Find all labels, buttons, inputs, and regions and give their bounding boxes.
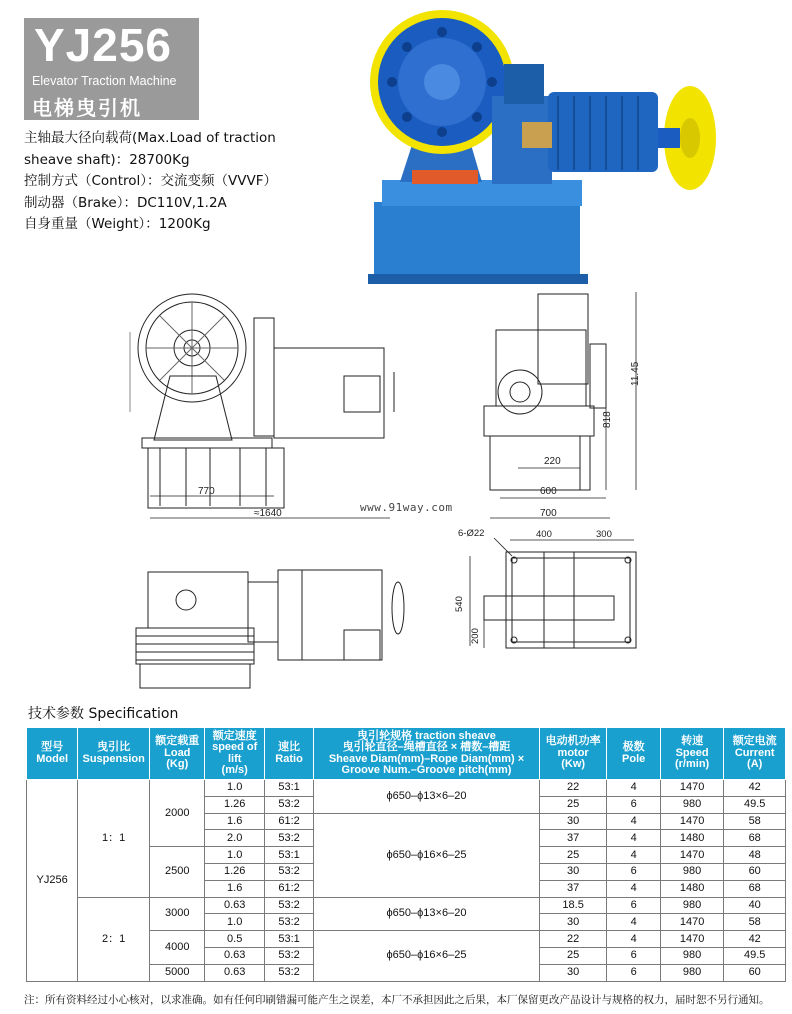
cell-motor: 22	[539, 780, 607, 797]
cell-ratio: 53:2	[264, 914, 313, 931]
cell-sheave: ϕ650–ϕ16×6–25	[314, 931, 540, 981]
header-speed: 额定速度 speed of lift (m/s)	[205, 728, 264, 780]
cell-rpm: 1470	[660, 847, 724, 864]
spec-table	[26, 727, 786, 982]
cell-pole: 4	[607, 780, 660, 797]
cell-current: 49.5	[724, 947, 786, 964]
top-view-drawing	[128, 560, 428, 700]
cell-speed: 2.0	[205, 830, 264, 847]
traction-machine-photo	[352, 4, 724, 292]
cell-model: YJ256	[27, 780, 78, 982]
cell-speed: 0.5	[205, 931, 264, 948]
cell-pole: 4	[607, 830, 660, 847]
cell-speed: 1.0	[205, 780, 264, 797]
cell-current: 58	[724, 813, 786, 830]
cell-sheave: ϕ650–ϕ13×6–20	[314, 780, 540, 814]
cell-ratio: 53:2	[264, 830, 313, 847]
dim-label: 11.45	[630, 361, 641, 386]
cell-ratio: 53:2	[264, 863, 313, 880]
cell-speed: 0.63	[205, 947, 264, 964]
header-current: 额定电流 Current (A)	[724, 728, 786, 780]
intro-line: 控制方式（Control）：交流变频（VVVF）	[24, 173, 278, 189]
cell-speed: 1.26	[205, 796, 264, 813]
cell-rpm: 1470	[660, 813, 724, 830]
cell-load: 2500	[150, 847, 205, 897]
cell-current: 48	[724, 847, 786, 864]
watermark: www.91way.com	[360, 501, 453, 514]
cell-ratio: 61:2	[264, 813, 313, 830]
dim-label: 300	[596, 529, 612, 540]
cell-sheave: ϕ650–ϕ13×6–20	[314, 897, 540, 931]
cell-current: 68	[724, 830, 786, 847]
cell-load: 2000	[150, 780, 205, 847]
cell-pole: 6	[607, 964, 660, 981]
spec-heading: 技术参数 Specification	[28, 706, 179, 722]
cell-motor: 25	[539, 947, 607, 964]
cell-load: 4000	[150, 931, 205, 965]
cell-motor: 30	[539, 914, 607, 931]
dim-label: 400	[536, 529, 552, 540]
cell-pole: 4	[607, 931, 660, 948]
intro-line: sheave shaft)：28700Kg	[24, 151, 190, 168]
dim-label: 220	[544, 456, 561, 467]
header-load: 额定载重 Load (Kg)	[150, 728, 205, 780]
intro-specs	[24, 128, 344, 236]
cell-motor: 37	[539, 830, 607, 847]
cell-speed: 0.63	[205, 964, 264, 981]
cell-current: 42	[724, 780, 786, 797]
cell-ratio: 53:2	[264, 947, 313, 964]
dim-label: 200	[470, 628, 481, 644]
cell-pole: 6	[607, 947, 660, 964]
cell-motor: 30	[539, 813, 607, 830]
cell-motor: 30	[539, 863, 607, 880]
base-plan-drawing	[448, 526, 648, 660]
cell-rpm: 1470	[660, 914, 724, 931]
cell-suspension: 1：1	[78, 780, 150, 898]
cell-speed: 1.6	[205, 813, 264, 830]
cell-pole: 6	[607, 796, 660, 813]
cell-current: 68	[724, 880, 786, 897]
cell-speed: 1.0	[205, 914, 264, 931]
intro-line: 自身重量（Weight）：1200Kg	[24, 216, 211, 232]
cell-pole: 6	[607, 897, 660, 914]
header-suspension: 曳引比 Suspension	[78, 728, 150, 780]
header-motor: 电动机功率 motor (Kw)	[539, 728, 607, 780]
header-model: 型号 Model	[27, 728, 78, 780]
cell-ratio: 53:2	[264, 964, 313, 981]
cell-ratio: 53:1	[264, 847, 313, 864]
cell-current: 60	[724, 964, 786, 981]
cell-speed: 0.63	[205, 897, 264, 914]
cell-rpm: 1480	[660, 880, 724, 897]
header-rpm: 转速 Speed (r/min)	[660, 728, 724, 780]
intro-line: 制动器（Brake）：DC110V,1.2A	[24, 194, 227, 211]
cell-rpm: 1480	[660, 830, 724, 847]
cell-pole: 4	[607, 847, 660, 864]
title-block	[24, 18, 199, 120]
disclaimer-note: 注：所有资料经过小心核对，以求准确。如有任何印刷错漏可能产生之误差，本厂不承担因此之后果，本厂保留更改产品设计与规格的权力，届时恕不另行通知。	[24, 994, 770, 1006]
cell-pole: 4	[607, 813, 660, 830]
cell-sheave: ϕ650–ϕ16×6–25	[314, 813, 540, 897]
cell-motor: 25	[539, 847, 607, 864]
cell-pole: 6	[607, 863, 660, 880]
front-view-drawing	[120, 292, 420, 524]
cell-pole: 4	[607, 914, 660, 931]
cell-motor: 30	[539, 964, 607, 981]
cell-ratio: 53:2	[264, 796, 313, 813]
dim-label: 770	[198, 486, 215, 497]
cell-rpm: 980	[660, 964, 724, 981]
cell-current: 42	[724, 931, 786, 948]
dim-label: 600	[540, 486, 557, 497]
cell-rpm: 980	[660, 947, 724, 964]
header-sheave: 曳引轮规格 traction sheave 曳引轮直径–绳槽直径 × 槽数–槽距 Sheave Diam(mm)–Rope Diam(mm) × Groove Num.–Groove pitch(mm)	[314, 728, 540, 780]
cell-speed: 1.0	[205, 847, 264, 864]
intro-line: 主轴最大径向载荷(Max.Load of traction	[24, 130, 276, 146]
side-view-drawing	[460, 282, 650, 522]
cell-rpm: 1470	[660, 931, 724, 948]
header-ratio: 速比 Ratio	[264, 728, 313, 780]
cell-rpm: 980	[660, 863, 724, 880]
cell-ratio: 53:1	[264, 931, 313, 948]
cell-load: 5000	[150, 964, 205, 981]
subtitle-en: Elevator Traction Machine	[32, 74, 177, 88]
dim-label: 700	[540, 508, 557, 519]
header-pole: 极数 Pole	[607, 728, 660, 780]
cell-motor: 22	[539, 931, 607, 948]
cell-speed: 1.6	[205, 880, 264, 897]
cell-speed: 1.26	[205, 863, 264, 880]
cell-ratio: 53:1	[264, 780, 313, 797]
subtitle-cn: 电梯曳引机	[32, 96, 142, 120]
dim-label: ≈1640	[254, 508, 282, 519]
cell-load: 3000	[150, 897, 205, 931]
cell-current: 40	[724, 897, 786, 914]
cell-suspension: 2：1	[78, 897, 150, 981]
dim-label: 540	[454, 596, 465, 612]
cell-motor: 37	[539, 880, 607, 897]
cell-rpm: 980	[660, 897, 724, 914]
cell-current: 49.5	[724, 796, 786, 813]
dim-label: 818	[602, 411, 613, 428]
cell-rpm: 1470	[660, 780, 724, 797]
cell-motor: 25	[539, 796, 607, 813]
table-row	[27, 897, 786, 914]
table-row	[27, 780, 786, 797]
cell-current: 58	[724, 914, 786, 931]
cell-ratio: 61:2	[264, 880, 313, 897]
cell-current: 60	[724, 863, 786, 880]
cell-motor: 18.5	[539, 897, 607, 914]
cell-rpm: 980	[660, 796, 724, 813]
model-title: YJ256	[34, 19, 173, 71]
dim-label: 6-Ø22	[458, 528, 485, 539]
cell-pole: 4	[607, 880, 660, 897]
cell-ratio: 53:2	[264, 897, 313, 914]
table-header-row	[27, 728, 786, 780]
